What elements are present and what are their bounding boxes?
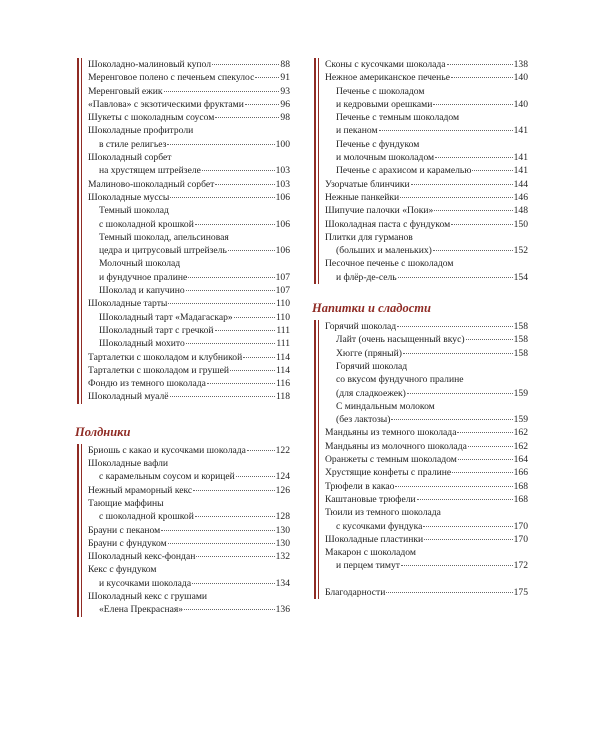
- toc-entry[interactable]: [88, 337, 290, 350]
- toc-entry[interactable]: [325, 413, 528, 426]
- toc-dot-leader: [434, 210, 512, 211]
- toc-entry-page: 162: [513, 440, 528, 452]
- toc-entry-page: 168: [513, 493, 528, 505]
- toc-entry-title: Плитки для гурманов: [325, 231, 413, 243]
- toc-entry-page: 130: [275, 524, 290, 536]
- toc-entry-page: 98: [280, 112, 290, 124]
- toc-entry-title: и перцем тимут: [336, 560, 400, 572]
- toc-block-snacks: [75, 444, 290, 617]
- toc-entry-title: Горячий шоколад: [336, 360, 408, 372]
- toc-entry-title: Тарталетки с шоколадом и грушей: [88, 364, 230, 376]
- toc-dot-leader: [168, 303, 275, 304]
- toc-entry-page: 91: [280, 72, 290, 84]
- toc-entry-title: Шоколадный мохито: [99, 338, 185, 350]
- toc-dot-leader: [186, 290, 275, 291]
- toc-entry-page: 107: [275, 285, 290, 297]
- toc-entry-title: Шоколадные муссы: [88, 191, 170, 203]
- toc-dot-leader: [424, 539, 512, 540]
- section-title-drinks: Напитки и сладости: [312, 301, 431, 316]
- toc-entry[interactable]: [88, 377, 290, 390]
- toc-entry-page: 164: [513, 454, 528, 466]
- toc-entry-title: Шоколадный тарт «Мадагаскар»: [99, 311, 233, 323]
- toc-dot-leader: [397, 326, 512, 327]
- toc-entry[interactable]: [88, 71, 290, 84]
- toc-entry[interactable]: [325, 151, 528, 164]
- toc-entry-title: Благодарности: [325, 586, 386, 598]
- toc-entry-page: 140: [513, 72, 528, 84]
- toc-entry-title: Нежный мраморный кекс: [88, 484, 193, 496]
- toc-entry-title: Тающие маффины: [88, 497, 164, 509]
- toc-dot-leader: [403, 353, 513, 354]
- toc-entry-page: 122: [275, 444, 290, 456]
- toc-entry[interactable]: [88, 563, 290, 576]
- toc-entry[interactable]: [88, 497, 290, 510]
- toc-entry[interactable]: [88, 484, 290, 497]
- toc-entry-title: Шипучие палочки «Поки»: [325, 205, 434, 217]
- toc-entry[interactable]: [325, 453, 528, 466]
- toc-entry-title: Шоколад и капучино: [99, 285, 185, 297]
- toc-entry[interactable]: [88, 98, 290, 111]
- toc-entry-page: 111: [276, 324, 290, 336]
- toc-entry-title: Узорчатые блинчики: [325, 178, 410, 190]
- toc-dot-leader: [215, 330, 276, 331]
- toc-entry[interactable]: [325, 440, 528, 453]
- toc-dot-leader: [170, 197, 274, 198]
- toc-entry-title: Брауни с пеканом: [88, 524, 161, 536]
- toc-dot-leader: [447, 64, 513, 65]
- toc-entry[interactable]: [88, 85, 290, 98]
- toc-entry-page: 111: [276, 338, 290, 350]
- toc-entry[interactable]: [325, 98, 528, 111]
- toc-entry-page: 103: [275, 165, 290, 177]
- toc-dot-leader: [164, 91, 280, 92]
- toc-entry-title: Тюили из темного шоколада: [325, 507, 441, 519]
- toc-entry[interactable]: [325, 257, 528, 270]
- toc-dot-leader: [433, 104, 512, 105]
- toc-entry-title: Мандьяны из молочного шоколада: [325, 440, 467, 452]
- toc-entry-page: 88: [280, 59, 290, 70]
- toc-entry-page: 96: [280, 98, 290, 110]
- toc-entry-page: 132: [275, 551, 290, 563]
- toc-entry[interactable]: [325, 191, 528, 204]
- toc-dot-leader: [234, 317, 275, 318]
- toc-entry-title: Песочное печенье с шоколадом: [325, 258, 454, 270]
- toc-entry-title: Молочный шоколад: [99, 258, 181, 270]
- toc-dot-leader: [423, 526, 512, 527]
- toc-entry-title: и молочным шоколадом: [336, 152, 435, 164]
- toc-entry[interactable]: [88, 191, 290, 204]
- toc-entry-title: Фондю из темного шоколада: [88, 378, 206, 390]
- toc-entry-page: 130: [275, 537, 290, 549]
- toc-entry[interactable]: [325, 533, 528, 546]
- toc-entry[interactable]: [325, 138, 528, 151]
- toc-entry-title: Трюфели в какао: [325, 480, 395, 492]
- toc-entry[interactable]: [88, 164, 290, 177]
- toc-entry-title: Меренговый ежик: [88, 85, 163, 97]
- toc-entry[interactable]: [88, 58, 290, 71]
- toc-entry[interactable]: [325, 164, 528, 177]
- toc-entry-page: 154: [513, 271, 528, 283]
- toc-dot-leader: [207, 383, 275, 384]
- toc-entry-title: Хюгге (пряный): [336, 347, 402, 359]
- toc-entry-page: 110: [275, 311, 290, 323]
- toc-entry[interactable]: [88, 218, 290, 231]
- toc-entry-title: Мандьяны из темного шоколада: [325, 427, 457, 439]
- toc-entry[interactable]: [325, 178, 528, 191]
- toc-dot-leader: [401, 565, 513, 566]
- toc-entry-page: 152: [513, 245, 528, 257]
- toc-dot-leader: [192, 583, 275, 584]
- toc-entry-title: Шукеты с шоколадным соусом: [88, 112, 215, 124]
- toc-dot-leader: [188, 277, 274, 278]
- toc-entry-title: и флёр-де-сель: [336, 271, 397, 283]
- toc-entry[interactable]: [325, 204, 528, 217]
- toc-entry-page: 134: [275, 577, 290, 589]
- toc-dot-leader: [195, 224, 275, 225]
- toc-dot-leader: [167, 144, 274, 145]
- toc-entry-page: 172: [513, 560, 528, 572]
- toc-entry[interactable]: [88, 351, 290, 364]
- toc-entry-page: 138: [513, 59, 528, 70]
- toc-entry-title: на хрустящем штрейзеле: [99, 165, 201, 177]
- spacer: [325, 573, 528, 586]
- toc-entry[interactable]: [325, 333, 528, 346]
- toc-entry-title: «Елена Прекрасная»: [99, 604, 184, 616]
- toc-dot-leader: [468, 446, 513, 447]
- toc-dot-leader: [451, 224, 512, 225]
- toc-entry-title: Малиново-шоколадный сорбет: [88, 178, 215, 190]
- toc-entry-title: Темный шоколад, апельсиновая: [99, 231, 229, 243]
- toc-entry-title: с шоколадной крошкой: [99, 511, 194, 523]
- toc-dot-leader: [168, 543, 275, 544]
- toc-entry-title: и кусочками шоколада: [99, 577, 192, 589]
- toc-entry-title: Лайт (очень насыщенный вкус): [336, 334, 465, 346]
- toc-dot-leader: [193, 490, 274, 491]
- toc-entry[interactable]: [88, 470, 290, 483]
- toc-entry-title: Печенье с арахисом и карамелью: [336, 165, 472, 177]
- toc-entry-page: 114: [275, 364, 290, 376]
- toc-entry[interactable]: [88, 284, 290, 297]
- toc-entry-page: 116: [275, 378, 290, 390]
- toc-entry[interactable]: [325, 546, 528, 559]
- toc-entry[interactable]: [325, 111, 528, 124]
- toc-dot-leader: [230, 370, 275, 371]
- toc-entry-title: Шоколадные пластинки: [325, 533, 424, 545]
- toc-entry-title: Каштановые трюфели: [325, 493, 416, 505]
- toc-entry-title: Шоколадный кекс с грушами: [88, 590, 208, 602]
- toc-entry-title: Тарталетки с шоколадом и клубникой: [88, 351, 243, 363]
- toc-entry-page: 146: [513, 191, 528, 203]
- toc-entry-title: Шоколадный тарт с гречкой: [99, 324, 214, 336]
- toc-dot-leader: [196, 556, 274, 557]
- toc-dot-leader: [417, 499, 513, 500]
- toc-dot-leader: [386, 592, 512, 593]
- toc-entry-page: 141: [513, 165, 528, 177]
- toc-dot-leader: [245, 104, 280, 105]
- toc-entry[interactable]: [88, 603, 290, 616]
- toc-entry-page: 150: [513, 218, 528, 230]
- toc-entry-title: (для сладкоежек): [336, 387, 406, 399]
- toc-section-snacks: [75, 424, 290, 617]
- toc-entry[interactable]: [325, 347, 528, 360]
- toc-entry[interactable]: [325, 480, 528, 493]
- toc-entry-page: 106: [275, 191, 290, 203]
- toc-entry[interactable]: [325, 559, 528, 572]
- toc-entry-page: 103: [275, 178, 290, 190]
- toc-dot-leader: [391, 419, 512, 420]
- toc-entry[interactable]: [88, 457, 290, 470]
- toc-dot-leader: [255, 77, 279, 78]
- right-column: [312, 58, 528, 599]
- toc-dot-leader: [215, 184, 274, 185]
- toc-dot-leader: [451, 77, 513, 78]
- toc-entry-page: 141: [513, 125, 528, 137]
- toc-entry-page: 158: [513, 334, 528, 346]
- toc-entry-title: Темный шоколад: [99, 205, 169, 217]
- toc-entry-page: 166: [513, 467, 528, 479]
- toc-entry[interactable]: [88, 204, 290, 217]
- toc-entry-page: 175: [513, 586, 528, 598]
- toc-entry[interactable]: [325, 360, 528, 373]
- toc-entry-title: Шоколадный сорбет: [88, 152, 172, 164]
- toc-entry[interactable]: [88, 178, 290, 191]
- toc-entry-title: Шоколадный кекс-фондан: [88, 551, 196, 563]
- toc-entry-page: 159: [513, 414, 528, 426]
- toc-entry-title: Шоколадная паста с фундуком: [325, 218, 451, 230]
- toc-entry-title: цедра и цитрусовый штрейзель: [99, 245, 227, 257]
- toc-entry-title: Бриошь с какао и кусочками шоколада: [88, 444, 246, 456]
- toc-dot-leader: [228, 250, 275, 251]
- toc-entry-title: Оранжеты с темным шоколадом: [325, 454, 457, 466]
- toc-dot-leader: [398, 277, 513, 278]
- toc-entry-page: 148: [513, 205, 528, 217]
- toc-entry[interactable]: [88, 510, 290, 523]
- toc-entry[interactable]: [88, 257, 290, 270]
- toc-dot-leader: [400, 197, 512, 198]
- toc-entry-page: 107: [275, 271, 290, 283]
- toc-dot-leader: [170, 396, 275, 397]
- toc-dot-leader: [379, 130, 513, 131]
- toc-entry[interactable]: [88, 271, 290, 284]
- toc-entry-page: 124: [275, 471, 290, 483]
- toc-entry-page: 93: [280, 85, 290, 97]
- toc-entry[interactable]: [88, 444, 290, 457]
- toc-entry-page: 162: [513, 427, 528, 439]
- toc-entry-title: Шоколадно-малиновый купол: [88, 59, 211, 70]
- toc-entry-title: Печенье с шоколадом: [336, 85, 425, 97]
- toc-entry[interactable]: [325, 400, 528, 413]
- toc-entry[interactable]: [88, 124, 290, 137]
- toc-block-drinks: [312, 320, 528, 599]
- toc-entry-title: с кусочками фундука: [336, 520, 423, 532]
- toc-block-baking: [312, 58, 528, 284]
- toc-entry-title: и пеканом: [336, 125, 378, 137]
- toc-entry[interactable]: [325, 506, 528, 519]
- toc-entry[interactable]: [88, 324, 290, 337]
- toc-entry[interactable]: [88, 231, 290, 244]
- toc-entry-title: с карамельным соусом и корицей: [99, 471, 235, 483]
- toc-entry[interactable]: [88, 311, 290, 324]
- toc-dot-leader: [472, 170, 512, 171]
- toc-entry-title: Шоколадные тарты: [88, 298, 168, 310]
- toc-entry-title: Шоколадные вафли: [88, 458, 169, 470]
- toc-entry-title: Печенье с фундуком: [336, 138, 420, 150]
- toc-entry[interactable]: [88, 550, 290, 563]
- toc-dot-leader: [395, 486, 512, 487]
- toc-entry[interactable]: [325, 466, 528, 479]
- toc-entry[interactable]: [88, 364, 290, 377]
- toc-entry[interactable]: [325, 231, 528, 244]
- toc-entry[interactable]: [88, 244, 290, 257]
- toc-dot-leader: [236, 476, 275, 477]
- toc-entry[interactable]: [88, 151, 290, 164]
- toc-dot-leader: [466, 339, 513, 340]
- toc-entry-page: 170: [513, 533, 528, 545]
- toc-entry-page: 141: [513, 152, 528, 164]
- toc-entry-title: Кекс с фундуком: [88, 564, 157, 576]
- toc-entry-title: «Павлова» с экзотическими фруктами: [88, 98, 244, 110]
- toc-entry[interactable]: [88, 390, 290, 403]
- toc-entry-page: 159: [513, 387, 528, 399]
- toc-dot-leader: [184, 609, 275, 610]
- toc-entry[interactable]: [88, 577, 290, 590]
- toc-entry-title: Сконы с кусочками шоколада: [325, 59, 446, 70]
- toc-entry[interactable]: [88, 524, 290, 537]
- toc-entry[interactable]: [325, 320, 528, 333]
- toc-entry[interactable]: [325, 387, 528, 400]
- toc-entry-title: и фундучное пралине: [99, 271, 188, 283]
- toc-entry-title: Макарон с шоколадом: [325, 547, 416, 559]
- toc-entry-title: Хрустящие конфеты с пралине: [325, 467, 452, 479]
- section-title-snacks: Полдники: [75, 424, 131, 439]
- toc-entry-title: (без лактозы): [336, 414, 391, 426]
- toc-dot-leader: [452, 472, 512, 473]
- toc-entry[interactable]: [88, 111, 290, 124]
- toc-entry-title: Шоколадные профитроли: [88, 125, 194, 137]
- toc-entry[interactable]: [88, 590, 290, 603]
- toc-entry-title: Нежное американское печенье: [325, 72, 450, 84]
- toc-entry[interactable]: [325, 271, 528, 284]
- toc-entry-title: Меренговое полено с печеньем спекулос: [88, 72, 255, 84]
- toc-entry[interactable]: [88, 537, 290, 550]
- toc-dot-leader: [407, 393, 513, 394]
- toc-entry-page: 126: [275, 484, 290, 496]
- toc-dot-leader: [186, 343, 276, 344]
- toc-entry[interactable]: [325, 124, 528, 137]
- toc-entry[interactable]: [325, 493, 528, 506]
- toc-entry-page: 168: [513, 480, 528, 492]
- toc-entry-page: 128: [275, 511, 290, 523]
- toc-entry-page: 140: [513, 98, 528, 110]
- toc-dot-leader: [458, 459, 513, 460]
- toc-dot-leader: [247, 450, 275, 451]
- toc-entry-page: 106: [275, 245, 290, 257]
- toc-entry[interactable]: [325, 373, 528, 386]
- toc-entry-page: 170: [513, 520, 528, 532]
- toc-dot-leader: [215, 117, 279, 118]
- toc-entry-title: в стиле религьез: [99, 138, 167, 150]
- toc-entry-title: Печенье с темным шоколадом: [336, 112, 460, 124]
- toc-entry-title: и кедровыми орешками: [336, 98, 433, 110]
- toc-entry[interactable]: [325, 71, 528, 84]
- toc-entry-title: со вкусом фундучного пралине: [336, 374, 464, 386]
- toc-entry[interactable]: [88, 138, 290, 151]
- toc-dot-leader: [433, 250, 513, 251]
- toc-section-drinks: [312, 300, 528, 599]
- toc-entry-page: 158: [513, 347, 528, 359]
- toc-entry-title: (больших и маленьких): [336, 245, 432, 257]
- toc-entry-title: с шоколадной крошкой: [99, 218, 194, 230]
- toc-entry[interactable]: [325, 85, 528, 98]
- toc-entry-page: 100: [275, 138, 290, 150]
- toc-entry-title: Горячий шоколад: [325, 321, 397, 333]
- toc-dot-leader: [161, 530, 274, 531]
- toc-entry-title: Нежные панкейки: [325, 191, 400, 203]
- toc-dot-leader: [195, 516, 275, 517]
- toc-dot-leader: [457, 432, 512, 433]
- toc-entry[interactable]: [325, 244, 528, 257]
- toc-entry-thanks[interactable]: [325, 586, 528, 599]
- toc-entry[interactable]: [325, 218, 528, 231]
- toc-entry[interactable]: [325, 58, 528, 71]
- toc-dot-leader: [202, 170, 275, 171]
- toc-dot-leader: [435, 157, 512, 158]
- toc-entry-page: 106: [275, 218, 290, 230]
- toc-entry-title: С миндальным молоком: [336, 400, 435, 412]
- toc-entry-title: Брауни с фундуком: [88, 537, 167, 549]
- toc-dot-leader: [243, 357, 275, 358]
- toc-entry-page: 136: [275, 604, 290, 616]
- toc-dot-leader: [411, 184, 513, 185]
- toc-dot-leader: [212, 64, 279, 65]
- toc-entry[interactable]: [325, 426, 528, 439]
- toc-entry-page: 158: [513, 321, 528, 333]
- toc-entry-page: 110: [275, 298, 290, 310]
- toc-entry[interactable]: [325, 520, 528, 533]
- toc-entry-page: 114: [275, 351, 290, 363]
- toc-entry-title: Шоколадный муалё: [88, 391, 169, 403]
- toc-block-desserts: [75, 58, 290, 404]
- left-column: [75, 58, 290, 617]
- toc-entry-page: 118: [275, 391, 290, 403]
- toc-entry-page: 144: [513, 178, 528, 190]
- toc-entry[interactable]: [88, 297, 290, 310]
